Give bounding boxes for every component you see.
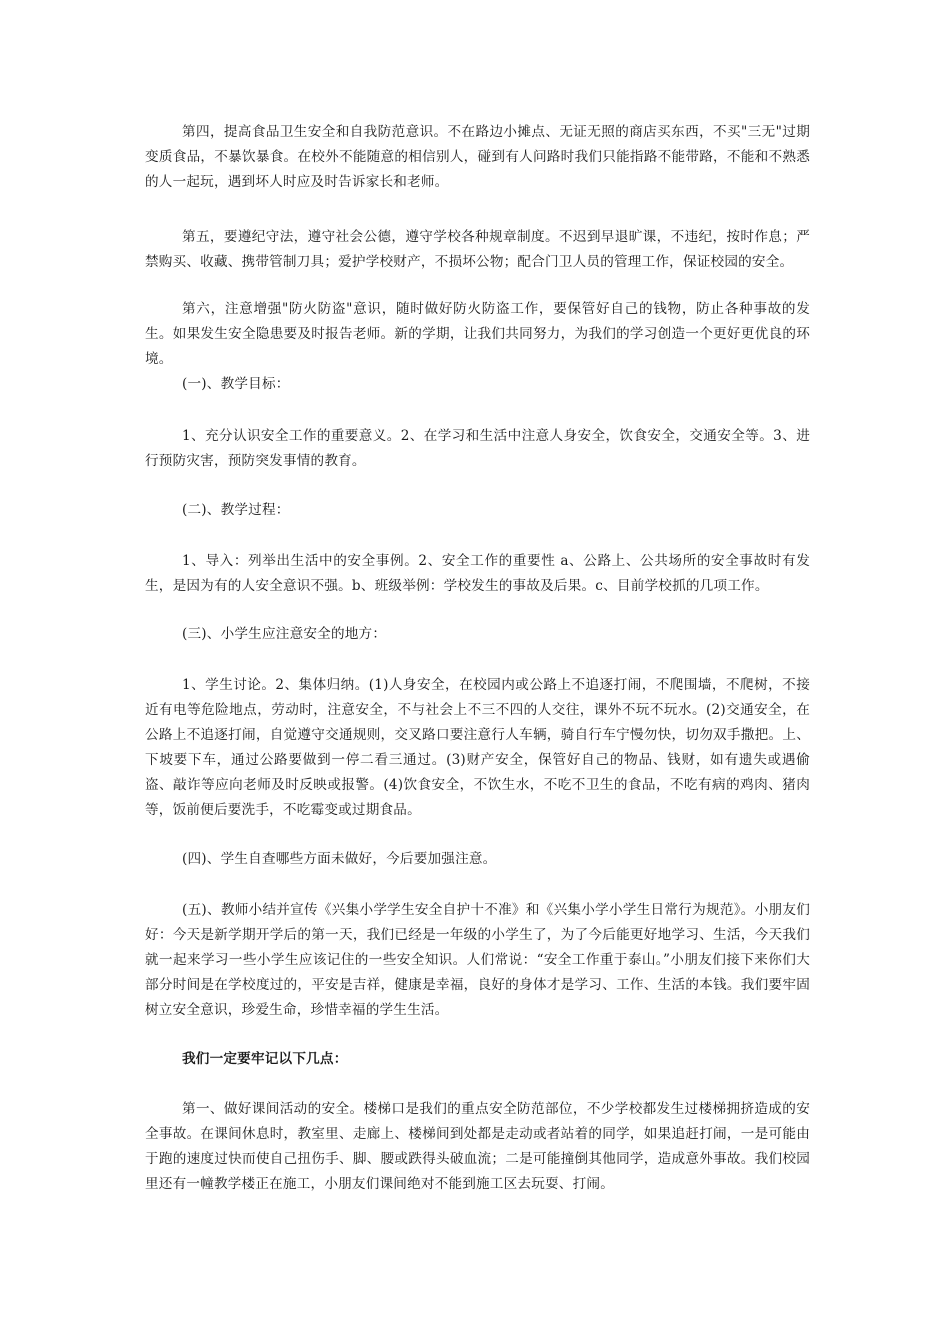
section-heading-process: (二)、教学过程： [182,502,290,518]
section-heading-self-check: (四)、学生自查哪些方面未做好，今后要加强注意。 [182,851,497,867]
paragraph-teacher-summary: (五)、教师小结并宣传《兴集小学学生安全自护十不准》和《兴集小学小学生日常行为规范》。小朋友们好：今天是新学期开学后的第一天，我们已经是一年级的小学生了，为了今后能更好地学习、生活，今天我们就一起来学习一些小学生应该记住的一些安全知识。人们常说：“安全工作重于泰山。”小朋友们接下来你们大部分时间是在学校度过的，平安是吉祥，健康是幸福，良好的身体才是学习、工作、生活的本钱。我们要牢固树立安全意识，珍爱生命，珍惜幸福的学生生活。 [145,902,810,1018]
paragraph-objectives: 1、充分认识安全工作的重要意义。2、在学习和生活中注意人身安全，饮食安全，交通安全等。3、进行预防灾害，预防突发事情的教育。 [145,428,810,469]
paragraph-safety-places: 1、学生讨论。2、集体归纳。(1)人身安全，在校园内或公路上不追逐打闹，不爬围墙，不爬树，不接近有电等危险地点，劳动时，注意安全，不与社会上不三不四的人交往，课外不玩不玩水。(2)交通安全，在公路上不追逐打闹，自觉遵守交通规则，交叉路口要注意行人车辆，骑自行车宁慢勿快，切勿双手撒把。上、下坡要下车，通过公路要做到一停二看三通过。(3)财产安全，保管好自己的物品、钱财，如有遗失或遇偷盗、敲诈等应向老师及时反映或报警。(4)饮食安全，不饮生水，不吃不卫生的食品，不吃有病的鸡肉、猪肉等，饭前便后要洗手，不吃霉变或过期食品。 [145,677,810,818]
paragraph-fire-theft: 第六，注意增强"防火防盗"意识，随时做好防火防盗工作，要保管好自己的钱物，防止各种事故的发生。如果发生安全隐患要及时报告老师。新的学期，让我们共同努力，为我们的学习创造一个更好更优良的环境。 [145,301,810,367]
paragraph-process: 1、导入：列举出生活中的安全事例。2、安全工作的重要性 a、公路上、公共场所的安全事故时有发生，是因为有的人安全意识不强。b、班级举例：学校发生的事故及后果。c、目前学校抓的几项工作。 [145,553,810,594]
bold-heading-remember: 我们一定要牢记以下几点： [182,1051,348,1067]
section-heading-safety-places: (三)、小学生应注意安全的地方： [182,626,387,642]
paragraph-food-safety: 第四，提高食品卫生安全和自我防范意识。不在路边小摊点、无证无照的商店买东西，不买"三无"过期变质食品，不暴饮暴食。在校外不能随意的相信别人，碰到有人问路时我们只能指路不能带路，不能和不熟悉的人一起玩，遇到坏人时应及时告诉家长和老师。 [145,124,810,190]
paragraph-discipline: 第五，要遵纪守法，遵守社会公德，遵守学校各种规章制度。不迟到早退旷课，不违纪，按时作息；严禁购买、收藏、携带管制刀具；爱护学校财产，不损坏公物；配合门卫人员的管理工作，保证校园的安全。 [145,229,810,270]
section-heading-objectives: (一)、教学目标： [182,376,290,392]
paragraph-recess-safety: 第一、做好课间活动的安全。楼梯口是我们的重点安全防范部位，不少学校都发生过楼梯拥挤造成的安全事故。在课间休息时，教室里、走廊上、楼梯间到处都是走动或者站着的同学，如果追赶打闹，一是可能由于跑的速度过快而使自己扭伤手、脚、腰或跌得头破血流；二是可能撞倒其他同学，造成意外事故。我们校园里还有一幢教学楼正在施工，小朋友们课间绝对不能到施工区去玩耍、打闹。 [145,1101,810,1192]
